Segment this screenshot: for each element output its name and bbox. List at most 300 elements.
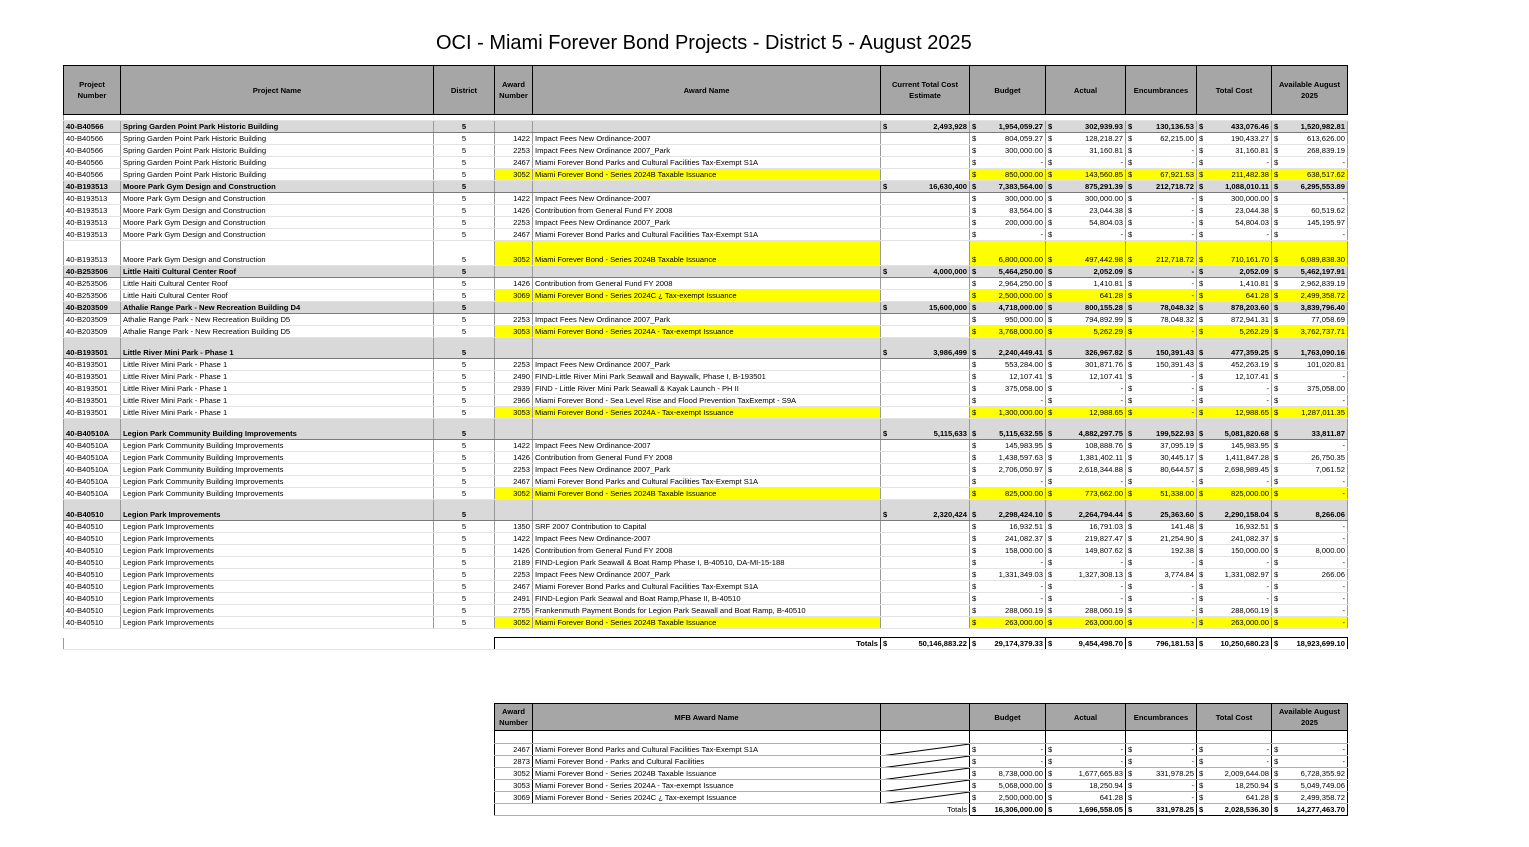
budget-cell: $ 804,059.27 xyxy=(970,133,1046,145)
header-total-cost[interactable]: Total Cost xyxy=(1197,66,1272,115)
table-row[interactable] xyxy=(64,557,1348,569)
table-row[interactable] xyxy=(64,464,1348,476)
actual-cell: $ 12,107.41 xyxy=(1046,371,1126,383)
summary-award-name-cell: Miami Forever Bond - Series 2024C ¿ Tax-exempt Issuance xyxy=(533,792,881,804)
award-number-cell: 1426 xyxy=(495,545,533,557)
budget-cell: $ 6,800,000.00 xyxy=(970,241,1046,266)
award-name-cell xyxy=(533,181,881,193)
project-number-cell: 40-B203509 xyxy=(64,302,121,314)
table-row[interactable] xyxy=(64,314,1348,326)
budget-cell: $ 2,240,449.41 xyxy=(970,338,1046,359)
summary-header-available[interactable]: Available August 2025 xyxy=(1272,704,1348,731)
encumbrances-cell: $ - xyxy=(1126,383,1197,395)
estimate-cell xyxy=(881,581,970,593)
table-row[interactable] xyxy=(64,278,1348,290)
total-cost-cell: $ 190,433.27 xyxy=(1197,133,1272,145)
table-row[interactable] xyxy=(64,593,1348,605)
summary-row[interactable] xyxy=(495,792,1348,804)
diagonal-line-icon xyxy=(881,780,970,792)
summary-award-name-cell: Miami Forever Bond Parks and Cultural Facilities Tax-Exempt S1A xyxy=(533,744,881,756)
table-row[interactable] xyxy=(64,145,1348,157)
award-number-cell: 1426 xyxy=(495,278,533,290)
header-encumbrances[interactable]: Encumbrances xyxy=(1126,66,1197,115)
district-cell: 5 xyxy=(434,488,495,500)
project-name-cell: Legion Park Improvements xyxy=(121,593,434,605)
header-actual[interactable]: Actual xyxy=(1046,66,1126,115)
encumbrances-cell: $ 3,774.84 xyxy=(1126,569,1197,581)
summary-actual-cell: $ 18,250.94 xyxy=(1046,780,1126,792)
totals-row xyxy=(64,638,1348,650)
project-name-cell: Legion Park Improvements xyxy=(121,521,434,533)
project-name-cell: Legion Park Improvements xyxy=(121,533,434,545)
total-cost-cell: $ 12,107.41 xyxy=(1197,371,1272,383)
table-row[interactable] xyxy=(64,359,1348,371)
estimate-cell xyxy=(881,476,970,488)
summary-available-cell: $ 6,728,355.92 xyxy=(1272,768,1348,780)
award-number-cell: 2467 xyxy=(495,157,533,169)
project-number-cell: 40-B193501 xyxy=(64,383,121,395)
actual-cell: $ 1,327,308.13 xyxy=(1046,569,1126,581)
summary-header-encumbrances[interactable]: Encumbrances xyxy=(1126,704,1197,731)
award-number-cell: 2491 xyxy=(495,593,533,605)
total-cost-cell: $ 54,804.03 xyxy=(1197,217,1272,229)
district-cell: 5 xyxy=(434,121,495,133)
budget-cell: $ 2,964,250.00 xyxy=(970,278,1046,290)
district-cell: 5 xyxy=(434,205,495,217)
award-name-cell: Impact Fees New Ordinance-2007 xyxy=(533,440,881,452)
award-name-cell: Miami Forever Bond Parks and Cultural Facilities Tax-Exempt S1A xyxy=(533,157,881,169)
award-name-cell: Impact Fees New Ordinance 2007_Park xyxy=(533,359,881,371)
award-number-cell: 2253 xyxy=(495,314,533,326)
project-number-cell: 40-B40510A xyxy=(64,464,121,476)
total-cost-cell: $ 211,482.38 xyxy=(1197,169,1272,181)
award-name-cell: Impact Fees New Ordinance 2007_Park xyxy=(533,314,881,326)
available-cell: $ 6,295,553.89 xyxy=(1272,181,1348,193)
budget-cell: $ - xyxy=(970,476,1046,488)
award-name-cell: Contribution from General Fund FY 2008 xyxy=(533,205,881,217)
actual-cell: $ 31,160.81 xyxy=(1046,145,1126,157)
encumbrances-cell: $ - xyxy=(1126,407,1197,419)
available-cell: $ - xyxy=(1272,521,1348,533)
table-row[interactable] xyxy=(64,157,1348,169)
estimate-cell xyxy=(881,205,970,217)
project-name-cell: Spring Garden Point Park Historic Building xyxy=(121,157,434,169)
project-summary-row[interactable] xyxy=(64,121,1348,133)
actual-cell: $ 1,381,402.11 xyxy=(1046,452,1126,464)
available-cell: $ 2,962,839.19 xyxy=(1272,278,1348,290)
table-row[interactable] xyxy=(64,383,1348,395)
table-row[interactable] xyxy=(64,371,1348,383)
award-name-cell: Impact Fees New Ordinance 2007_Park xyxy=(533,145,881,157)
project-name-cell: Legion Park Improvements xyxy=(121,557,434,569)
award-number-cell: 3052 xyxy=(495,617,533,629)
estimate-cell xyxy=(881,217,970,229)
total-cost-cell: $ - xyxy=(1197,157,1272,169)
table-row[interactable] xyxy=(64,407,1348,419)
award-number-cell: 1426 xyxy=(495,205,533,217)
budget-cell: $ 145,983.95 xyxy=(970,440,1046,452)
estimate-cell xyxy=(881,452,970,464)
award-name-cell xyxy=(533,302,881,314)
actual-cell: $ 2,264,794.44 xyxy=(1046,500,1126,521)
table-row[interactable] xyxy=(64,452,1348,464)
table-row[interactable] xyxy=(64,440,1348,452)
actual-cell: $ 12,988.65 xyxy=(1046,407,1126,419)
estimate-cell xyxy=(881,557,970,569)
encumbrances-cell: $ - xyxy=(1126,557,1197,569)
project-summary-row[interactable] xyxy=(64,500,1348,521)
encumbrances-cell: $ - xyxy=(1126,476,1197,488)
summary-row[interactable] xyxy=(495,768,1348,780)
table-row[interactable] xyxy=(64,581,1348,593)
award-name-cell: Miami Forever Bond - Series 2024B Taxable Issuance xyxy=(533,241,881,266)
header-award-number[interactable]: Award Number xyxy=(495,66,533,115)
budget-cell: $ 200,000.00 xyxy=(970,217,1046,229)
encumbrances-cell: $ 78,048.32 xyxy=(1126,314,1197,326)
total-cost-cell: $ - xyxy=(1197,557,1272,569)
project-number-cell: 40-B40510 xyxy=(64,500,121,521)
available-cell: $ 145,195.97 xyxy=(1272,217,1348,229)
table-row[interactable] xyxy=(64,569,1348,581)
district-cell: 5 xyxy=(434,521,495,533)
total-cost-cell: $ 16,932.51 xyxy=(1197,521,1272,533)
diagonal-line-icon xyxy=(881,792,970,804)
table-row[interactable] xyxy=(64,290,1348,302)
project-number-cell: 40-B40510 xyxy=(64,545,121,557)
actual-cell: $ 875,291.39 xyxy=(1046,181,1126,193)
district-cell: 5 xyxy=(434,419,495,440)
award-number-cell: 2755 xyxy=(495,605,533,617)
award-number-cell: 1350 xyxy=(495,521,533,533)
actual-cell: $ 641.28 xyxy=(1046,290,1126,302)
project-summary-row[interactable] xyxy=(64,338,1348,359)
budget-cell: $ - xyxy=(970,395,1046,407)
table-row[interactable] xyxy=(64,395,1348,407)
table-row[interactable] xyxy=(64,533,1348,545)
award-number-cell: 1426 xyxy=(495,452,533,464)
available-cell: $ - xyxy=(1272,533,1348,545)
total-cost-cell: $ 1,088,010.11 xyxy=(1197,181,1272,193)
budget-cell: $ - xyxy=(970,593,1046,605)
award-number-cell: 1422 xyxy=(495,193,533,205)
project-name-cell: Spring Garden Point Park Historic Building xyxy=(121,169,434,181)
actual-cell: $ 2,618,344.88 xyxy=(1046,464,1126,476)
table-row[interactable] xyxy=(64,169,1348,181)
available-cell: $ 60,519.62 xyxy=(1272,205,1348,217)
available-cell: $ 1,520,982.81 xyxy=(1272,121,1348,133)
table-row[interactable] xyxy=(64,217,1348,229)
table-row[interactable] xyxy=(64,193,1348,205)
project-number-cell: 40-B40510A xyxy=(64,476,121,488)
header-project-number[interactable]: Project Number xyxy=(64,66,121,115)
available-cell: $ 77,058.69 xyxy=(1272,314,1348,326)
actual-cell: $ 54,804.03 xyxy=(1046,217,1126,229)
district-cell: 5 xyxy=(434,193,495,205)
award-number-cell xyxy=(495,419,533,440)
project-number-cell: 40-B203509 xyxy=(64,314,121,326)
award-number-cell: 1422 xyxy=(495,133,533,145)
district-cell: 5 xyxy=(434,181,495,193)
summary-award-number-cell: 2873 xyxy=(495,756,533,768)
encumbrances-cell: $ 30,445.17 xyxy=(1126,452,1197,464)
project-name-cell: Little River Mini Park - Phase 1 xyxy=(121,359,434,371)
page-title: OCI - Miami Forever Bond Projects - District 5 - August 2025 xyxy=(436,32,972,54)
district-cell: 5 xyxy=(434,569,495,581)
district-cell: 5 xyxy=(434,440,495,452)
project-number-cell: 40-B40566 xyxy=(64,169,121,181)
estimate-cell xyxy=(881,133,970,145)
table-row[interactable] xyxy=(64,476,1348,488)
project-name-cell: Legion Park Community Building Improvements xyxy=(121,488,434,500)
table-row[interactable] xyxy=(64,241,1348,266)
summary-header-award-number[interactable]: Award Number xyxy=(495,704,533,731)
district-cell: 5 xyxy=(434,593,495,605)
project-name-cell: Legion Park Community Building Improvements xyxy=(121,419,434,440)
project-name-cell: Little Haiti Cultural Center Roof xyxy=(121,266,434,278)
summary-actual-cell: $ 641.28 xyxy=(1046,792,1126,804)
estimate-cell xyxy=(881,440,970,452)
estimate-cell xyxy=(881,533,970,545)
award-name-cell: Miami Forever Bond - Series 2024A - Tax-exempt Issuance xyxy=(533,407,881,419)
summary-diagonal-cell xyxy=(881,780,970,792)
encumbrances-cell: $ 212,718.72 xyxy=(1126,181,1197,193)
summary-row[interactable] xyxy=(495,744,1348,756)
summary-available-cell: $ - xyxy=(1272,756,1348,768)
summary-blank-row xyxy=(495,731,1348,744)
available-cell: $ - xyxy=(1272,593,1348,605)
award-name-cell: FIND - Little River Mini Park Seawall & Kayak Launch - PH II xyxy=(533,383,881,395)
actual-cell: $ 143,560.85 xyxy=(1046,169,1126,181)
estimate-cell: $ 16,630,400 xyxy=(881,181,970,193)
totals-enc: $ 796,181.53 xyxy=(1126,638,1197,650)
estimate-cell xyxy=(881,488,970,500)
award-number-cell: 2490 xyxy=(495,371,533,383)
award-name-cell: Miami Forever Bond Parks and Cultural Facilities Tax-Exempt S1A xyxy=(533,581,881,593)
summary-total-cost-cell: $ - xyxy=(1197,744,1272,756)
budget-cell: $ 263,000.00 xyxy=(970,617,1046,629)
budget-cell: $ 300,000.00 xyxy=(970,145,1046,157)
summary-header-budget[interactable]: Budget xyxy=(970,704,1046,731)
award-name-cell: Miami Forever Bond Parks and Cultural Facilities Tax-Exempt S1A xyxy=(533,229,881,241)
project-number-cell: 40-B193513 xyxy=(64,241,121,266)
table-row[interactable] xyxy=(64,229,1348,241)
project-summary-row[interactable] xyxy=(64,302,1348,314)
summary-diagonal-cell xyxy=(881,744,970,756)
spacer-row xyxy=(64,629,1348,638)
award-number-cell: 3053 xyxy=(495,326,533,338)
district-cell: 5 xyxy=(434,476,495,488)
actual-cell: $ 108,888.76 xyxy=(1046,440,1126,452)
award-name-cell: Miami Forever Bond - Series 2024B Taxable Issuance xyxy=(533,488,881,500)
summary-diagonal-cell xyxy=(881,792,970,804)
district-cell: 5 xyxy=(434,290,495,302)
actual-cell: $ 288,060.19 xyxy=(1046,605,1126,617)
project-name-cell: Little Haiti Cultural Center Roof xyxy=(121,290,434,302)
budget-cell: $ 4,718,000.00 xyxy=(970,302,1046,314)
available-cell: $ - xyxy=(1272,605,1348,617)
header-available[interactable]: Available August 2025 xyxy=(1272,66,1348,115)
encumbrances-cell: $ 130,136.53 xyxy=(1126,121,1197,133)
available-cell: $ 266.06 xyxy=(1272,569,1348,581)
project-number-cell: 40-B253506 xyxy=(64,266,121,278)
diagonal-line-icon xyxy=(881,756,970,768)
summary-header-total-cost[interactable]: Total Cost xyxy=(1197,704,1272,731)
award-name-cell: Impact Fees New Ordinance-2007 xyxy=(533,133,881,145)
summary-budget-cell: $ 8,738,000.00 xyxy=(970,768,1046,780)
project-name-cell: Little Haiti Cultural Center Roof xyxy=(121,278,434,290)
actual-cell: $ 16,791.03 xyxy=(1046,521,1126,533)
total-cost-cell: $ 2,052.09 xyxy=(1197,266,1272,278)
award-number-cell: 1422 xyxy=(495,533,533,545)
header-current-estimate[interactable]: Current Total Cost Estimate xyxy=(881,66,970,115)
summary-total-cost-cell: $ 2,009,644.08 xyxy=(1197,768,1272,780)
project-number-cell: 40-B40510A xyxy=(64,440,121,452)
estimate-cell: $ 4,000,000 xyxy=(881,266,970,278)
project-name-cell: Little River Mini Park - Phase 1 xyxy=(121,383,434,395)
district-cell: 5 xyxy=(434,314,495,326)
project-name-cell: Moore Park Gym Design and Construction xyxy=(121,217,434,229)
award-name-cell: Impact Fees New Ordinance 2007_Park xyxy=(533,464,881,476)
summary-header-blank xyxy=(881,704,970,731)
award-number-cell: 2253 xyxy=(495,145,533,157)
project-name-cell: Little River Mini Park - Phase 1 xyxy=(121,338,434,359)
table-row[interactable] xyxy=(64,205,1348,217)
actual-cell: $ 300,000.00 xyxy=(1046,193,1126,205)
total-cost-cell: $ 300,000.00 xyxy=(1197,193,1272,205)
summary-row[interactable] xyxy=(495,780,1348,792)
project-name-cell: Legion Park Community Building Improvements xyxy=(121,476,434,488)
actual-cell: $ 4,882,297.75 xyxy=(1046,419,1126,440)
project-summary-row[interactable] xyxy=(64,181,1348,193)
table-row[interactable] xyxy=(64,326,1348,338)
total-cost-cell: $ 641.28 xyxy=(1197,290,1272,302)
table-row[interactable] xyxy=(64,521,1348,533)
available-cell: $ 7,061.52 xyxy=(1272,464,1348,476)
total-cost-cell: $ 2,290,158.04 xyxy=(1197,500,1272,521)
district-cell: 5 xyxy=(434,605,495,617)
budget-cell: $ 1,954,059.27 xyxy=(970,121,1046,133)
project-number-cell: 40-B193513 xyxy=(64,217,121,229)
encumbrances-cell: $ 62,215.00 xyxy=(1126,133,1197,145)
encumbrances-cell: $ - xyxy=(1126,157,1197,169)
award-number-cell: 2939 xyxy=(495,383,533,395)
table-row[interactable] xyxy=(64,133,1348,145)
budget-cell: $ 7,383,564.00 xyxy=(970,181,1046,193)
actual-cell: $ - xyxy=(1046,229,1126,241)
summary-header-award-name[interactable]: MFB Award Name xyxy=(533,704,881,731)
table-row[interactable] xyxy=(64,605,1348,617)
project-name-cell: Moore Park Gym Design and Construction xyxy=(121,241,434,266)
estimate-cell xyxy=(881,157,970,169)
budget-cell: $ - xyxy=(970,581,1046,593)
summary-diagonal-cell xyxy=(881,756,970,768)
header-budget[interactable]: Budget xyxy=(970,66,1046,115)
budget-cell: $ 375,058.00 xyxy=(970,383,1046,395)
encumbrances-cell: $ 192.38 xyxy=(1126,545,1197,557)
table-row[interactable] xyxy=(64,545,1348,557)
estimate-cell xyxy=(881,241,970,266)
project-number-cell: 40-B193513 xyxy=(64,181,121,193)
award-number-cell: 2467 xyxy=(495,581,533,593)
summary-budget-cell: $ - xyxy=(970,744,1046,756)
available-cell: $ 3,839,796.40 xyxy=(1272,302,1348,314)
project-summary-row[interactable] xyxy=(64,419,1348,440)
district-cell: 5 xyxy=(434,145,495,157)
available-cell: $ 375,058.00 xyxy=(1272,383,1348,395)
total-cost-cell: $ 825,000.00 xyxy=(1197,488,1272,500)
total-cost-cell: $ 12,988.65 xyxy=(1197,407,1272,419)
summary-award-number-cell: 3052 xyxy=(495,768,533,780)
award-number-cell xyxy=(495,500,533,521)
district-cell: 5 xyxy=(434,545,495,557)
estimate-cell: $ 2,493,928 xyxy=(881,121,970,133)
summary-header-actual[interactable]: Actual xyxy=(1046,704,1126,731)
project-name-cell: Legion Park Improvements xyxy=(121,581,434,593)
total-cost-cell: $ 1,411,847.28 xyxy=(1197,452,1272,464)
header-district[interactable]: District xyxy=(434,66,495,115)
total-cost-cell: $ 433,076.46 xyxy=(1197,121,1272,133)
budget-cell: $ 2,298,424.10 xyxy=(970,500,1046,521)
budget-cell: $ 850,000.00 xyxy=(970,169,1046,181)
table-row[interactable] xyxy=(64,617,1348,629)
total-cost-cell: $ - xyxy=(1197,593,1272,605)
available-cell: $ 613,626.00 xyxy=(1272,133,1348,145)
header-project-name[interactable]: Project Name xyxy=(121,66,434,115)
total-cost-cell: $ - xyxy=(1197,229,1272,241)
available-cell: $ 1,763,090.16 xyxy=(1272,338,1348,359)
award-number-cell: 3052 xyxy=(495,241,533,266)
table-row[interactable] xyxy=(64,488,1348,500)
actual-cell: $ - xyxy=(1046,157,1126,169)
summary-total-cost-cell: $ 641.28 xyxy=(1197,792,1272,804)
summary-row[interactable] xyxy=(495,756,1348,768)
encumbrances-cell: $ 21,254.90 xyxy=(1126,533,1197,545)
table-header-row xyxy=(64,66,1348,115)
available-cell: $ 638,517.62 xyxy=(1272,169,1348,181)
district-cell: 5 xyxy=(434,464,495,476)
available-cell: $ 33,811.87 xyxy=(1272,419,1348,440)
award-name-cell: Contribution from General Fund FY 2008 xyxy=(533,278,881,290)
district-cell: 5 xyxy=(434,533,495,545)
award-number-cell xyxy=(495,266,533,278)
header-award-name[interactable]: Award Name xyxy=(533,66,881,115)
available-cell: $ - xyxy=(1272,581,1348,593)
total-cost-cell: $ 878,203.60 xyxy=(1197,302,1272,314)
totals-actual: $ 9,454,498.70 xyxy=(1046,638,1126,650)
actual-cell: $ 1,410.81 xyxy=(1046,278,1126,290)
award-name-cell: Contribution from General Fund FY 2008 xyxy=(533,545,881,557)
encumbrances-cell: $ - xyxy=(1126,326,1197,338)
project-name-cell: Moore Park Gym Design and Construction xyxy=(121,181,434,193)
project-name-cell: Moore Park Gym Design and Construction xyxy=(121,205,434,217)
total-cost-cell: $ 5,262.29 xyxy=(1197,326,1272,338)
district-cell: 5 xyxy=(434,302,495,314)
project-number-cell: 40-B40510A xyxy=(64,452,121,464)
summary-award-number-cell: 2467 xyxy=(495,744,533,756)
actual-cell: $ - xyxy=(1046,593,1126,605)
award-name-cell xyxy=(533,266,881,278)
totals-est: $ 50,146,883.22 xyxy=(881,638,970,650)
award-name-cell: Impact Fees New Ordinance-2007 xyxy=(533,533,881,545)
total-cost-cell: $ 288,060.19 xyxy=(1197,605,1272,617)
award-name-cell xyxy=(533,500,881,521)
total-cost-cell: $ 710,161.70 xyxy=(1197,241,1272,266)
project-summary-row[interactable] xyxy=(64,266,1348,278)
award-name-cell: Impact Fees New Ordinance 2007_Park xyxy=(533,217,881,229)
award-number-cell: 2253 xyxy=(495,464,533,476)
summary-award-number-cell: 3053 xyxy=(495,780,533,792)
district-cell: 5 xyxy=(434,452,495,464)
